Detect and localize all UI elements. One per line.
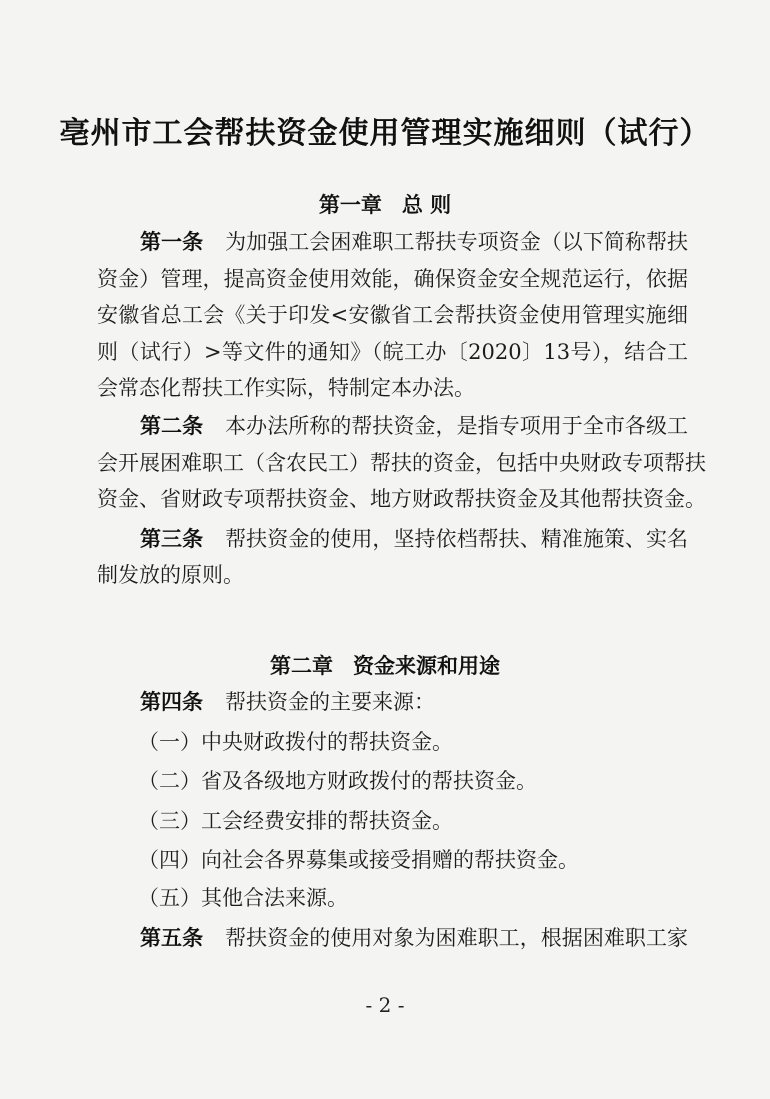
article-2-line-2: 会开展困难职工（含农民工）帮扶的资金，包括中央财政专项帮扶 bbox=[97, 451, 706, 475]
chapter-1-name: 总 则 bbox=[401, 193, 452, 217]
chapter-2-number: 第二章 bbox=[270, 654, 333, 678]
chapter-1-heading bbox=[0, 189, 770, 219]
article-4-item-2: （二）省及各级地方财政拨付的帮扶资金。 bbox=[138, 769, 537, 793]
article-2-line-3: 资金、省财政专项帮扶资金、地方财政帮扶资金及其他帮扶资金。 bbox=[97, 487, 706, 511]
article-1-line-3: 安徽省总工会《关于印发<安徽省工会帮扶资金使用管理实施细 bbox=[97, 303, 688, 327]
article-3-line-1 bbox=[140, 526, 688, 552]
chapter-2-heading bbox=[0, 650, 770, 680]
article-2-text-1: 本办法所称的帮扶资金，是指专项用于全市各级工 bbox=[225, 414, 688, 438]
article-5-text-1: 帮扶资金的使用对象为困难职工，根据困难职工家 bbox=[225, 926, 688, 950]
article-4-intro: 帮扶资金的主要来源： bbox=[225, 690, 435, 714]
article-1-line-1 bbox=[140, 229, 688, 255]
article-1-line-5: 会常态化帮扶工作实际，特制定本办法。 bbox=[97, 376, 475, 400]
article-4-label: 第四条 bbox=[140, 690, 203, 714]
article-1-text-1: 为加强工会困难职工帮扶专项资金（以下简称帮扶 bbox=[225, 230, 688, 254]
article-3-line-2: 制发放的原则。 bbox=[97, 563, 244, 587]
article-4-item-5: （五）其他合法来源。 bbox=[138, 886, 348, 910]
article-3-label: 第三条 bbox=[140, 527, 204, 551]
article-1-line-4: 则（试行）>等文件的通知》（皖工办〔2020〕13号），结合工 bbox=[97, 340, 688, 364]
chapter-1-number: 第一章 bbox=[318, 193, 382, 217]
article-4-item-3: （三）工会经费安排的帮扶资金。 bbox=[138, 809, 453, 833]
article-1-label: 第一条 bbox=[140, 230, 204, 254]
article-5-line-1 bbox=[140, 925, 688, 951]
document-title: 亳州市工会帮扶资金使用管理实施细则（试行） bbox=[59, 116, 711, 151]
article-3-text-1: 帮扶资金的使用，坚持依档帮扶、精准施策、实名 bbox=[225, 527, 688, 551]
article-2-label: 第二条 bbox=[140, 414, 204, 438]
chapter-2-name: 资金来源和用途 bbox=[353, 654, 500, 678]
article-1-line-2: 资金）管理，提高资金使用效能，确保资金安全规范运行，依据 bbox=[97, 267, 688, 291]
page-number: - 2 - bbox=[365, 993, 405, 1017]
article-4-item-4: （四）向社会各界募集或接受捐赠的帮扶资金。 bbox=[138, 848, 579, 872]
article-4-item-1: （一）中央财政拨付的帮扶资金。 bbox=[138, 730, 453, 754]
article-2-line-1 bbox=[140, 413, 688, 439]
article-4-line-1 bbox=[140, 689, 435, 715]
article-5-label: 第五条 bbox=[140, 926, 204, 950]
